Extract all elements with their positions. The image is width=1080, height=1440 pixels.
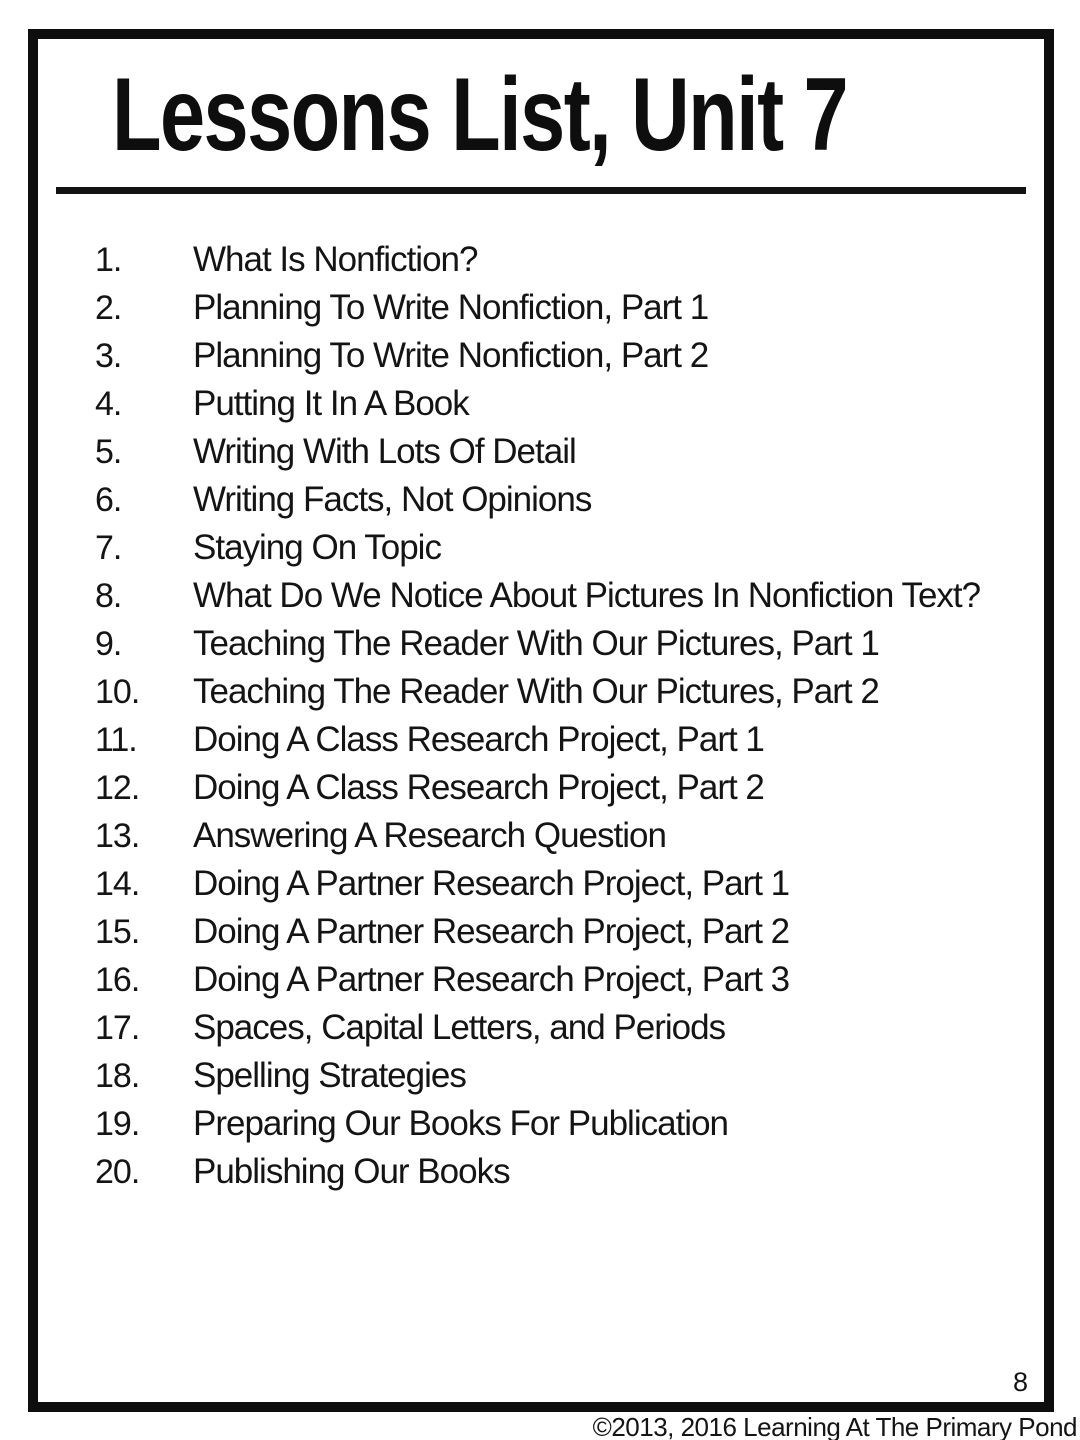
list-item <box>95 288 1044 336</box>
lesson-title: Writing Facts, Not Opinions <box>193 480 592 519</box>
lesson-number: 19. <box>95 1105 140 1143</box>
list-item <box>95 720 1044 768</box>
lesson-number: 2. <box>95 289 122 327</box>
lesson-number: 11. <box>95 721 137 759</box>
lesson-number: 17. <box>95 1009 140 1047</box>
list-item <box>95 1056 1044 1104</box>
lesson-title: Putting It In A Book <box>193 384 469 423</box>
lesson-title: Doing A Partner Research Project, Part 3 <box>193 960 790 999</box>
lesson-title: Spaces, Capital Letters, and Periods <box>193 1008 726 1047</box>
page-title: Lessons List, Unit 7 <box>112 57 848 173</box>
lesson-number: 10. <box>95 673 140 711</box>
list-item <box>95 336 1044 384</box>
copyright-footer: ©2013, 2016 Learning At The Primary Pond <box>592 1412 1077 1440</box>
list-item <box>95 1008 1044 1056</box>
lesson-title: Teaching The Reader With Our Pictures, Part 1 <box>193 624 879 663</box>
list-item <box>95 912 1044 960</box>
list-item <box>95 1152 1044 1200</box>
lesson-title: What Do We Notice About Pictures In Nonfiction Text? <box>193 576 981 615</box>
lesson-number: 18. <box>95 1057 140 1095</box>
lesson-number: 8. <box>95 577 122 615</box>
list-item <box>95 864 1044 912</box>
lesson-title: Doing A Class Research Project, Part 2 <box>193 768 764 807</box>
list-item <box>95 816 1044 864</box>
list-item <box>95 960 1044 1008</box>
lesson-number: 16. <box>95 961 140 999</box>
lesson-title: Answering A Research Question <box>193 816 666 855</box>
lesson-number: 14. <box>95 865 140 903</box>
lesson-number: 7. <box>95 529 122 567</box>
title-divider <box>56 187 1026 194</box>
lesson-number: 12. <box>95 769 140 807</box>
lesson-title: Writing With Lots Of Detail <box>193 432 576 471</box>
lessons-list <box>38 240 1044 1200</box>
list-item <box>95 1104 1044 1152</box>
lesson-number: 15. <box>95 913 140 951</box>
lesson-title: Planning To Write Nonfiction, Part 2 <box>193 336 709 375</box>
list-item <box>95 672 1044 720</box>
lesson-title: Teaching The Reader With Our Pictures, Part 2 <box>193 672 879 711</box>
lesson-number: 9. <box>95 625 122 663</box>
lesson-number: 1. <box>95 241 122 279</box>
list-item <box>95 768 1044 816</box>
lesson-title: Spelling Strategies <box>193 1056 466 1095</box>
list-item <box>95 480 1044 528</box>
list-item <box>95 384 1044 432</box>
lesson-number: 3. <box>95 337 122 375</box>
list-item <box>95 528 1044 576</box>
lesson-title: Publishing Our Books <box>193 1152 510 1191</box>
lesson-number: 13. <box>95 817 140 855</box>
list-item <box>95 624 1044 672</box>
lesson-number: 5. <box>95 433 122 471</box>
list-item <box>95 576 1044 624</box>
lesson-number: 4. <box>95 385 122 423</box>
lesson-title: Doing A Partner Research Project, Part 2 <box>193 912 790 951</box>
page-border <box>28 29 1054 1412</box>
page-number: 8 <box>1012 1367 1028 1397</box>
lesson-title: Doing A Class Research Project, Part 1 <box>193 720 764 759</box>
list-item <box>95 432 1044 480</box>
lesson-title: Staying On Topic <box>193 528 441 567</box>
lesson-number: 20. <box>95 1153 140 1191</box>
list-item <box>95 240 1044 288</box>
lesson-title: Preparing Our Books For Publication <box>193 1104 728 1143</box>
lesson-title: What Is Nonfiction? <box>193 240 478 279</box>
lesson-title: Doing A Partner Research Project, Part 1 <box>193 864 790 903</box>
lesson-title: Planning To Write Nonfiction, Part 1 <box>193 288 709 327</box>
lesson-number: 6. <box>95 481 122 519</box>
